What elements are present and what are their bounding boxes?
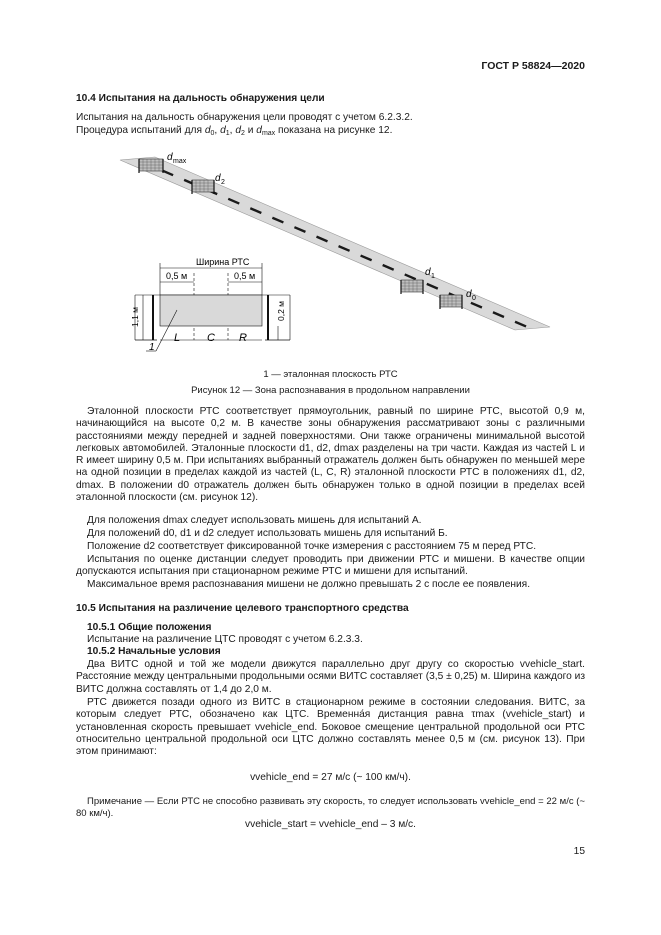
line2-suffix: показана на рисунке 12.: [275, 125, 393, 136]
label-d0: d: [466, 289, 472, 300]
label-d2-sub: 2: [221, 179, 225, 186]
reference-plane: [160, 295, 262, 326]
body-10-4-p6: Максимальное время распознавания мишени не должно превышать 2 с после ее появления.: [87, 579, 531, 590]
target-fence-dmax: [139, 159, 163, 173]
target-fence-d0: [440, 295, 462, 309]
figure-legend: 1 — эталонная плоскость РТС: [263, 369, 398, 380]
target-fence-d2: [192, 180, 214, 194]
body-10-4-p5: Испытания по оценке дистанции следует проводить при движении РТС и мишени. В качестве опции допускаются испытания при стационарном режиме РТС и мишени для испытаний.: [76, 554, 585, 578]
document-code: ГОСТ Р 58824—2020: [481, 60, 585, 72]
body-10-4-p4: Положение d2 соответствует фиксированной точке измерения с расстоянием 75 м перед РТС.: [87, 541, 537, 552]
section-10-5-1-text: Испытание на различение ЦТС проводят с учетом 6.2.3.3.: [87, 634, 363, 645]
section-10-5-2-p2: РТС движется позади одного из ВИТС в стационарном режиме в состоянии следования. ВИТС, за которым следует РТС, обозначено как ЦТС. Временна́я дистанция равна τmax (vvehicle_start) и установленная скорость превышает vvehicle_end. Боковое смещение центральной продольной оси РТС относительно центральной продольной оси ЦТС должно составлять менее 0,5 м (см. рисунок 13). При этом принимают:: [76, 697, 585, 758]
label-d2: d: [215, 173, 221, 184]
zone-C: C: [207, 332, 215, 344]
ref-number-1: 1: [149, 342, 155, 353]
body-10-4-p1: Эталонной плоскости РТС соответствует прямоугольник, равный по ширине РТС, высотой 0,9 м, начинающийся на высоте 0,2 м. В качестве зоны обнаружения рассматривают зоны с различными расстояниями между передней и задней поверхностями. Они также ограничены минимальной высотой легковых автомобилей. Эталонные плоскости d1, d2, dmax разделены на три части. Каждая из частей L и R имеет ширину 0,5 м. При испытаниях выбранный отражатель должен быть обнаружен по меньшей мере на одной позиции в пределах каждой из частей (L, C, R) эталонной плоскости РТС в положениях d1, d2, dmax. В положении d0 отражатель должен быть обнаружен только в одной позиции в пределах всей эталонной плоскости (см. рисунок 12).: [76, 406, 585, 504]
body-10-4-p3: Для положений d0, d1 и d2 следует использовать мишень для испытаний Б.: [87, 528, 448, 539]
section-10-4-title: 10.4 Испытания на дальность обнаружения цели: [76, 93, 325, 104]
figure-caption: Рисунок 12 — Зона распознавания в продольном направлении: [191, 385, 470, 396]
half-left-label: 0,5 м: [166, 271, 188, 281]
section-10-5-title: 10.5 Испытания на различение целевого транспортного средства: [76, 603, 409, 614]
label-d1: d: [425, 267, 431, 278]
zone-L: L: [174, 332, 181, 344]
page-number: 15: [573, 846, 585, 857]
line2-prefix: Процедура испытаний для: [76, 125, 205, 136]
note: Примечание — Если РТС не способно развивать эту скорость, то следует использовать vvehicle_end = 22 м/с (~ 80 км/ч).: [76, 796, 585, 819]
label-d-max: d: [167, 152, 173, 163]
formula-1: vvehicle_end = 27 м/с (~ 100 км/ч).: [250, 772, 411, 783]
section-10-5-2-title: 10.5.2 Начальные условия: [87, 646, 221, 657]
section-10-5-1-title: 10.5.1 Общие положения: [87, 622, 212, 633]
zone-R: R: [239, 332, 247, 344]
figure-12: [110, 145, 560, 363]
formula-2: vvehicle_start = vvehicle_end – 3 м/с.: [245, 819, 416, 830]
label-d1-sub: 1: [431, 273, 435, 280]
offset-label: 0,2 м: [276, 300, 286, 321]
width-label: Ширина РТС: [196, 257, 250, 267]
target-fence-d1: [401, 280, 423, 294]
label-d0-sub: 0: [472, 295, 476, 302]
half-right-label: 0,5 м: [234, 271, 256, 281]
section-10-4-line2: Процедура испытаний для $d_0$, $d_1$, $d_2$ и $d_{max}$ показана на рисунке 12.: [76, 125, 393, 137]
body-10-4-p2: Для положения dmax следует использовать мишень для испытаний А.: [87, 515, 422, 526]
section-10-4-line1: Испытания на дальность обнаружения цели проводят с учетом 6.2.3.2.: [76, 112, 413, 123]
section-10-5-2-p1: Два ВИТС одной и той же модели движутся параллельно друг другу со скоростью vvehicle_start. Расстояние между центральными продольными осями ВИТС составляет (3,5 ± 0,25) м. Ширина каждого из ВИТС должна составлять от 1,4 до 2,0 м.: [76, 659, 585, 695]
label-d-max-sub: max: [173, 158, 187, 165]
height-label: 1,1 м: [130, 306, 140, 327]
